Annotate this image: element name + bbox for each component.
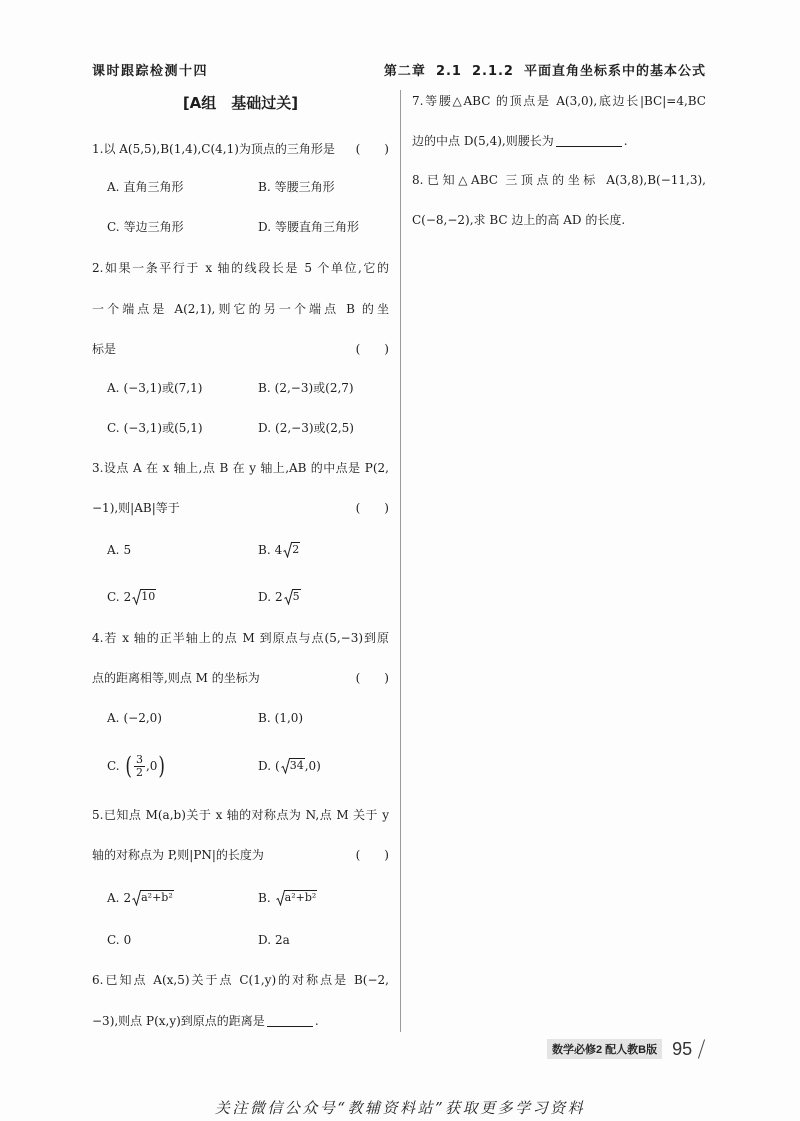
option-text: 2a [275, 933, 290, 947]
radicand: 34 [289, 759, 304, 772]
option-text: (−2,0) [123, 711, 162, 725]
q3-option-c [107, 587, 258, 607]
page-number: 95 [672, 1038, 693, 1059]
question-3-line-1 [92, 458, 389, 478]
question-4-line-1 [92, 628, 389, 648]
option-text: (1,0) [274, 711, 304, 725]
q3-option-d [258, 587, 389, 607]
answer-blank [556, 146, 622, 147]
open-paren: ( [275, 759, 280, 773]
q4-option-b [258, 708, 389, 728]
question-text: −3),则点 P(x,y)到原点的距离是 [92, 1014, 265, 1028]
question-5-line-1 [92, 805, 389, 825]
question-8-line-1 [412, 170, 706, 190]
section-title: [A组 基础过关] [182, 94, 299, 112]
question-text: 7.等腰△ABC 的顶点是 A(3,0),底边长|BC|=4,BC [412, 94, 706, 108]
question-text: 标是 [92, 342, 117, 356]
q1-option-b [258, 177, 389, 197]
option-text: (−3,1)或(7,1) [123, 381, 203, 395]
option-text: ,0 [145, 759, 158, 773]
question-6-line-1 [92, 970, 389, 990]
q5-option-d [258, 930, 389, 950]
question-2-line-3 [92, 339, 389, 359]
q1-option-c [107, 217, 258, 237]
book-label: 数学必修2 配人教B版 [547, 1039, 662, 1059]
q2-option-b [258, 378, 389, 398]
answer-bracket: ( ) [355, 342, 389, 356]
option-text: (2,−3)或(2,7) [274, 381, 354, 395]
question-text: −1),则|AB|等于 [92, 501, 180, 515]
option-label: C. [107, 220, 120, 234]
option-label: D. [258, 421, 272, 435]
radical-coefficient: 2 [123, 590, 132, 604]
answer-blank [267, 1026, 313, 1027]
q5-option-b [258, 888, 389, 908]
question-end: . [314, 1014, 319, 1028]
question-3-line-2 [92, 498, 389, 518]
numerator: 3 [135, 752, 143, 766]
q4-option-c [107, 753, 258, 779]
option-label: C. [107, 421, 120, 435]
question-text: 轴的对称点为 P,则|PN|的长度为 [92, 848, 264, 862]
question-text: 4.若 x 轴的正半轴上的点 M 到原点与点(5,−3)到原 [92, 631, 389, 645]
answer-bracket: ( ) [355, 142, 389, 156]
question-1-line-1 [92, 139, 389, 159]
option-label: A. [107, 543, 120, 557]
option-label: A. [107, 711, 120, 725]
question-7-line-1 [412, 91, 706, 111]
page-footer [547, 1037, 702, 1061]
chapter-label: 第二章 [383, 64, 426, 79]
q5-option-a [107, 888, 258, 908]
fraction [134, 754, 145, 779]
option-label: B. [258, 180, 271, 194]
option-text: ,0) [304, 759, 321, 773]
question-text: 1.以 A(5,5),B(1,4),C(4,1)为顶点的三角形是 [92, 142, 335, 156]
q4-option-d [258, 756, 389, 776]
radicand: 10 [141, 590, 156, 603]
question-4-line-2 [92, 668, 389, 688]
q5-option-c [107, 930, 258, 950]
answer-bracket: ( ) [355, 501, 389, 515]
option-label: B. [258, 381, 271, 395]
option-text: 5 [123, 543, 132, 557]
option-label: D. [258, 590, 272, 604]
q2-option-c [107, 418, 258, 438]
question-text: 边的中点 D(5,4),则腰长为 [412, 134, 554, 148]
option-label: D. [258, 933, 272, 947]
option-text: 0 [123, 933, 132, 947]
q2-option-d [258, 418, 389, 438]
square-root [283, 542, 300, 558]
square-root [132, 589, 156, 605]
chapter-breadcrumb [384, 62, 706, 82]
option-label: B. [258, 891, 271, 905]
square-root [284, 589, 301, 605]
question-text: 5.已知点 M(a,b)关于 x 轴的对称点为 N,点 M 关于 y [92, 808, 389, 822]
q3-option-a [107, 540, 258, 560]
option-label: C. [107, 590, 120, 604]
answer-bracket: ( ) [355, 848, 389, 862]
option-label: D. [258, 220, 272, 234]
radical-coefficient: 4 [274, 543, 283, 557]
question-5-line-2 [92, 845, 389, 865]
question-7-line-2 [412, 131, 706, 151]
radicand: 5 [292, 590, 300, 603]
subsection-number: 2.1.2 [471, 64, 514, 79]
question-2-options-cd [107, 418, 389, 438]
question-text: 2.如果一条平行于 x 轴的线段长是 5 个单位,它的 [92, 261, 389, 275]
option-label: C. [107, 933, 120, 947]
question-2-options-ab [107, 378, 389, 398]
option-text: (−3,1)或(5,1) [123, 421, 203, 435]
question-3-options-cd [107, 585, 389, 609]
q2-option-a [107, 378, 258, 398]
page-slash [698, 1039, 705, 1058]
question-4-options-cd [107, 751, 389, 781]
option-label: A. [107, 891, 120, 905]
close-paren: ) [158, 752, 166, 780]
option-label: A. [107, 180, 120, 194]
watermark-text: 关注微信公众号“教辅资料站”获取更多学习资料 [214, 1099, 586, 1117]
option-text: 等腰三角形 [274, 180, 335, 194]
radicand: 2 [292, 543, 300, 556]
radicand: a²+b² [284, 891, 317, 904]
option-label: C. [107, 759, 120, 773]
question-text: 6.已知点 A(x,5)关于点 C(1,y)的对称点是 B(−2, [92, 973, 389, 987]
question-3-options-ab [107, 538, 389, 562]
question-6-line-2 [92, 1011, 389, 1031]
q3-option-b [258, 540, 389, 560]
option-label: B. [258, 711, 271, 725]
square-root [276, 890, 318, 906]
option-text: 等边三角形 [123, 220, 184, 234]
question-2-line-1 [92, 258, 389, 278]
question-text: 一个端点是 A(2,1),则它的另一个端点 B 的坐 [92, 302, 389, 316]
square-root [132, 890, 174, 906]
question-2-line-2 [92, 299, 389, 319]
q1-option-d [258, 217, 389, 237]
radical-coefficient: 2 [123, 891, 132, 905]
column-divider [400, 90, 401, 1032]
question-5-options-cd [107, 930, 389, 950]
square-root [281, 758, 305, 774]
option-text: 等腰直角三角形 [275, 220, 360, 234]
lesson-title: 课时跟踪检测十四 [92, 64, 209, 79]
q4-option-a [107, 708, 258, 728]
option-text: 直角三角形 [123, 180, 184, 194]
q1-option-a [107, 177, 258, 197]
subsection-title: 平面直角坐标系中的基本公式 [523, 64, 706, 79]
option-text: (2,−3)或(2,5) [275, 421, 354, 435]
question-end: . [623, 134, 628, 148]
answer-bracket: ( ) [355, 671, 389, 685]
open-paren: ( [124, 752, 132, 780]
question-text: 3.设点 A 在 x 轴上,点 B 在 y 轴上,AB 的中点是 P(2, [92, 461, 389, 475]
question-text: C(−8,−2),求 BC 边上的高 AD 的长度. [412, 213, 626, 227]
option-label: A. [107, 381, 120, 395]
question-1-options-cd [107, 217, 389, 237]
denominator: 2 [135, 765, 143, 779]
radical-coefficient: 2 [275, 590, 283, 604]
question-5-options-ab [107, 886, 389, 910]
question-1-options-ab [107, 177, 389, 197]
section-number: 2.1 [435, 64, 462, 79]
option-label: B. [258, 543, 271, 557]
question-4-options-ab [107, 708, 389, 728]
question-8-line-2 [412, 210, 706, 230]
question-text: 点的距离相等,则点 M 的坐标为 [92, 671, 260, 685]
radicand: a²+b² [141, 891, 173, 904]
option-label: D. [258, 759, 272, 773]
question-text: 8.已知△ABC 三顶点的坐标 A(3,8),B(−11,3), [412, 173, 706, 187]
